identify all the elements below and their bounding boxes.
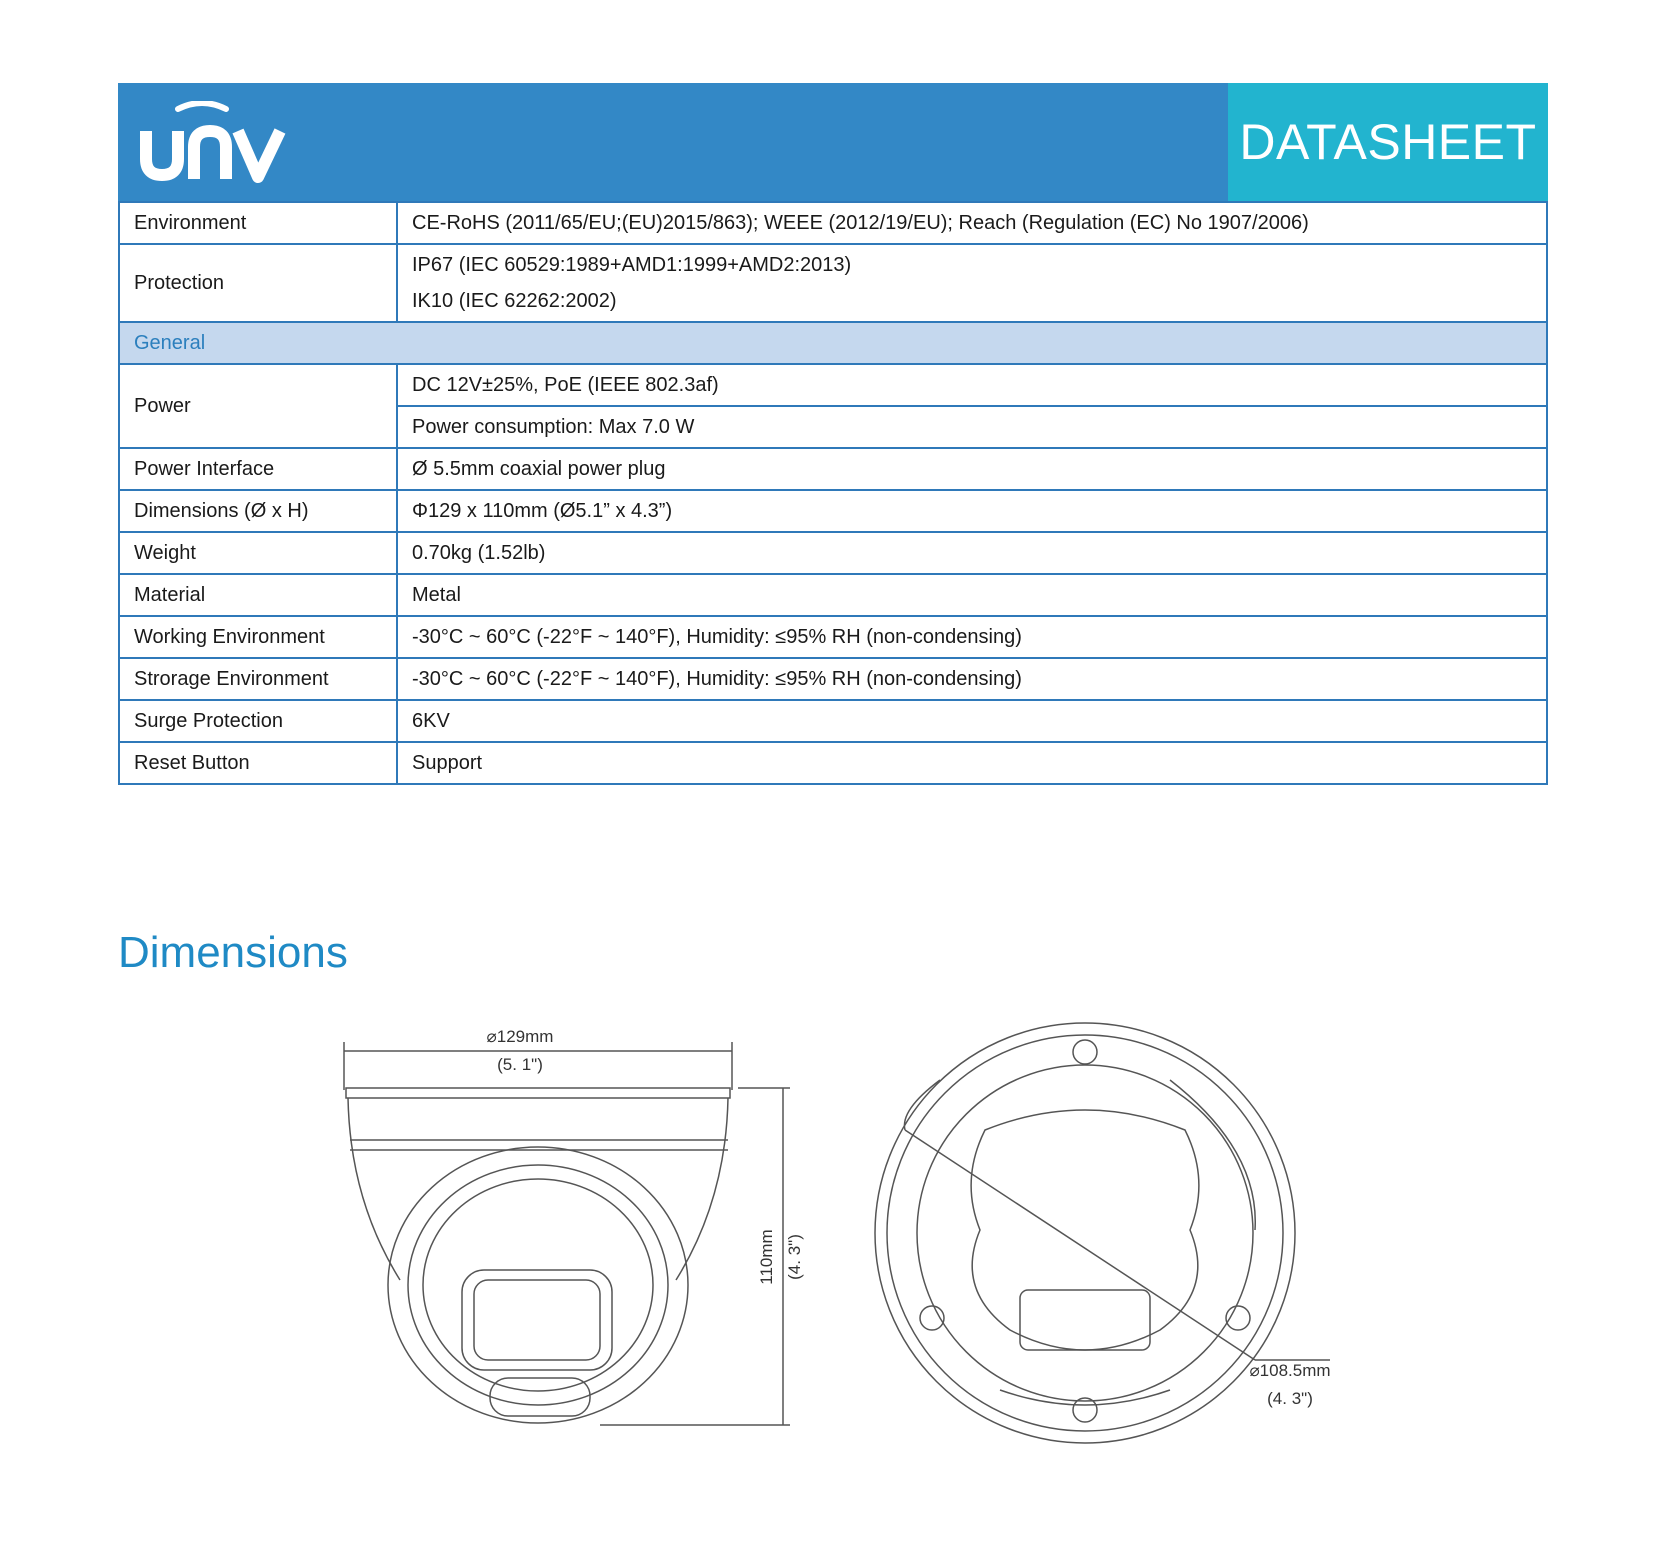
table-row	[119, 574, 1547, 616]
spec-label: Weight	[119, 532, 397, 574]
spec-value-line: IK10 (IEC 62262:2002)	[412, 290, 617, 312]
datasheet-tag: DATASHEET	[1228, 83, 1548, 201]
table-row	[119, 448, 1547, 490]
spec-label: Protection	[119, 244, 397, 322]
spec-value: Power consumption: Max 7.0 W	[397, 406, 1547, 448]
unv-logo	[140, 101, 290, 187]
base-mm-label: ⌀108.5mm	[1249, 1361, 1331, 1380]
spec-label: Dimensions (Ø x H)	[119, 490, 397, 532]
spec-value: CE-RoHS (2011/65/EU;(EU)2015/863); WEEE (2012/19/EU); Reach (Regulation (EC) No 1907/2006)	[397, 202, 1547, 244]
spec-value: Support	[397, 742, 1547, 784]
dimensions-title: Dimensions	[118, 928, 348, 977]
spec-table	[118, 201, 1548, 785]
table-row	[119, 742, 1547, 784]
table-row	[119, 364, 1547, 406]
spec-label: Power	[119, 364, 397, 448]
height-mm-label: 110mm	[757, 1229, 776, 1285]
width-mm-label: ⌀129mm	[486, 1027, 554, 1046]
base-in-label: (4. 3")	[1267, 1389, 1313, 1408]
spec-label: Power Interface	[119, 448, 397, 490]
spec-label: Environment	[119, 202, 397, 244]
height-in-label: (4. 3")	[785, 1234, 804, 1280]
spec-value: 6KV	[397, 700, 1547, 742]
spec-value: -30°C ~ 60°C (-22°F ~ 140°F), Humidity: ≤95% RH (non-condensing)	[397, 616, 1547, 658]
spec-value: 0.70kg (1.52lb)	[397, 532, 1547, 574]
spec-value-line: IP67 (IEC 60529:1989+AMD1:1999+AMD2:2013)	[412, 254, 852, 276]
table-row	[119, 202, 1547, 244]
table-row	[119, 616, 1547, 658]
spec-value	[397, 244, 1547, 322]
spec-value: -30°C ~ 60°C (-22°F ~ 140°F), Humidity: ≤95% RH (non-condensing)	[397, 658, 1547, 700]
table-row	[119, 490, 1547, 532]
spec-label: Strorage Environment	[119, 658, 397, 700]
spec-label: Reset Button	[119, 742, 397, 784]
table-row	[119, 532, 1547, 574]
spec-value: Metal	[397, 574, 1547, 616]
spec-label: Material	[119, 574, 397, 616]
datasheet-header	[118, 83, 1548, 201]
spec-value: DC 12V±25%, PoE (IEEE 802.3af)	[397, 364, 1547, 406]
width-in-label: (5. 1")	[497, 1055, 543, 1074]
section-row	[119, 322, 1547, 364]
section-general: General	[119, 322, 1547, 364]
table-row	[119, 658, 1547, 700]
spec-value: Ø 5.5mm coaxial power plug	[397, 448, 1547, 490]
spec-label: Surge Protection	[119, 700, 397, 742]
table-row	[119, 244, 1547, 322]
table-row	[119, 700, 1547, 742]
spec-label: Working Environment	[119, 616, 397, 658]
spec-value: Φ129 x 110mm (Ø5.1” x 4.3”)	[397, 490, 1547, 532]
